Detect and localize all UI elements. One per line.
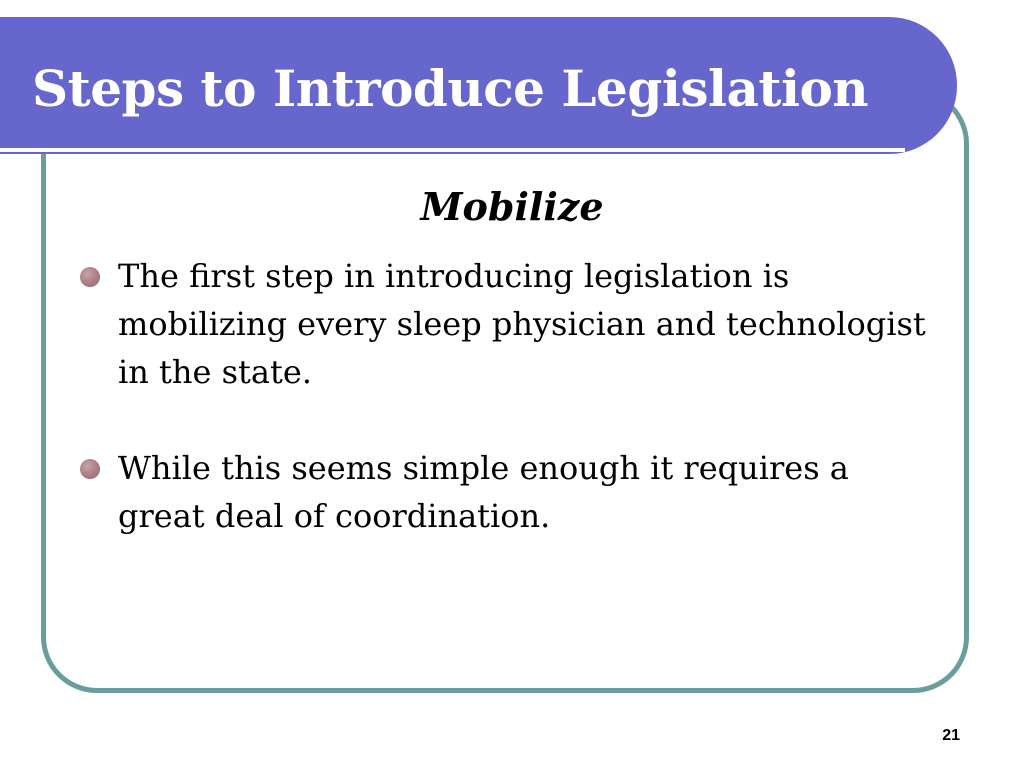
bullet-dot-icon: [80, 267, 100, 287]
bullet-item: [78, 252, 928, 396]
slide-subtitle: Mobilize: [420, 184, 604, 229]
bullet-item: [78, 444, 928, 540]
bullet-list: [78, 252, 928, 588]
title-underline: [0, 148, 905, 152]
bullet-text: The first step in introducing legislation is mobilizing every sleep physician and technologist in the state.: [118, 257, 926, 391]
slide-title: Steps to Introduce Legislation: [32, 59, 869, 118]
bullet-dot-icon: [80, 459, 100, 479]
page-number: 21: [942, 727, 960, 744]
bullet-text: While this seems simple enough it requires a great deal of coordination.: [118, 449, 849, 535]
title-banner: [0, 17, 957, 154]
